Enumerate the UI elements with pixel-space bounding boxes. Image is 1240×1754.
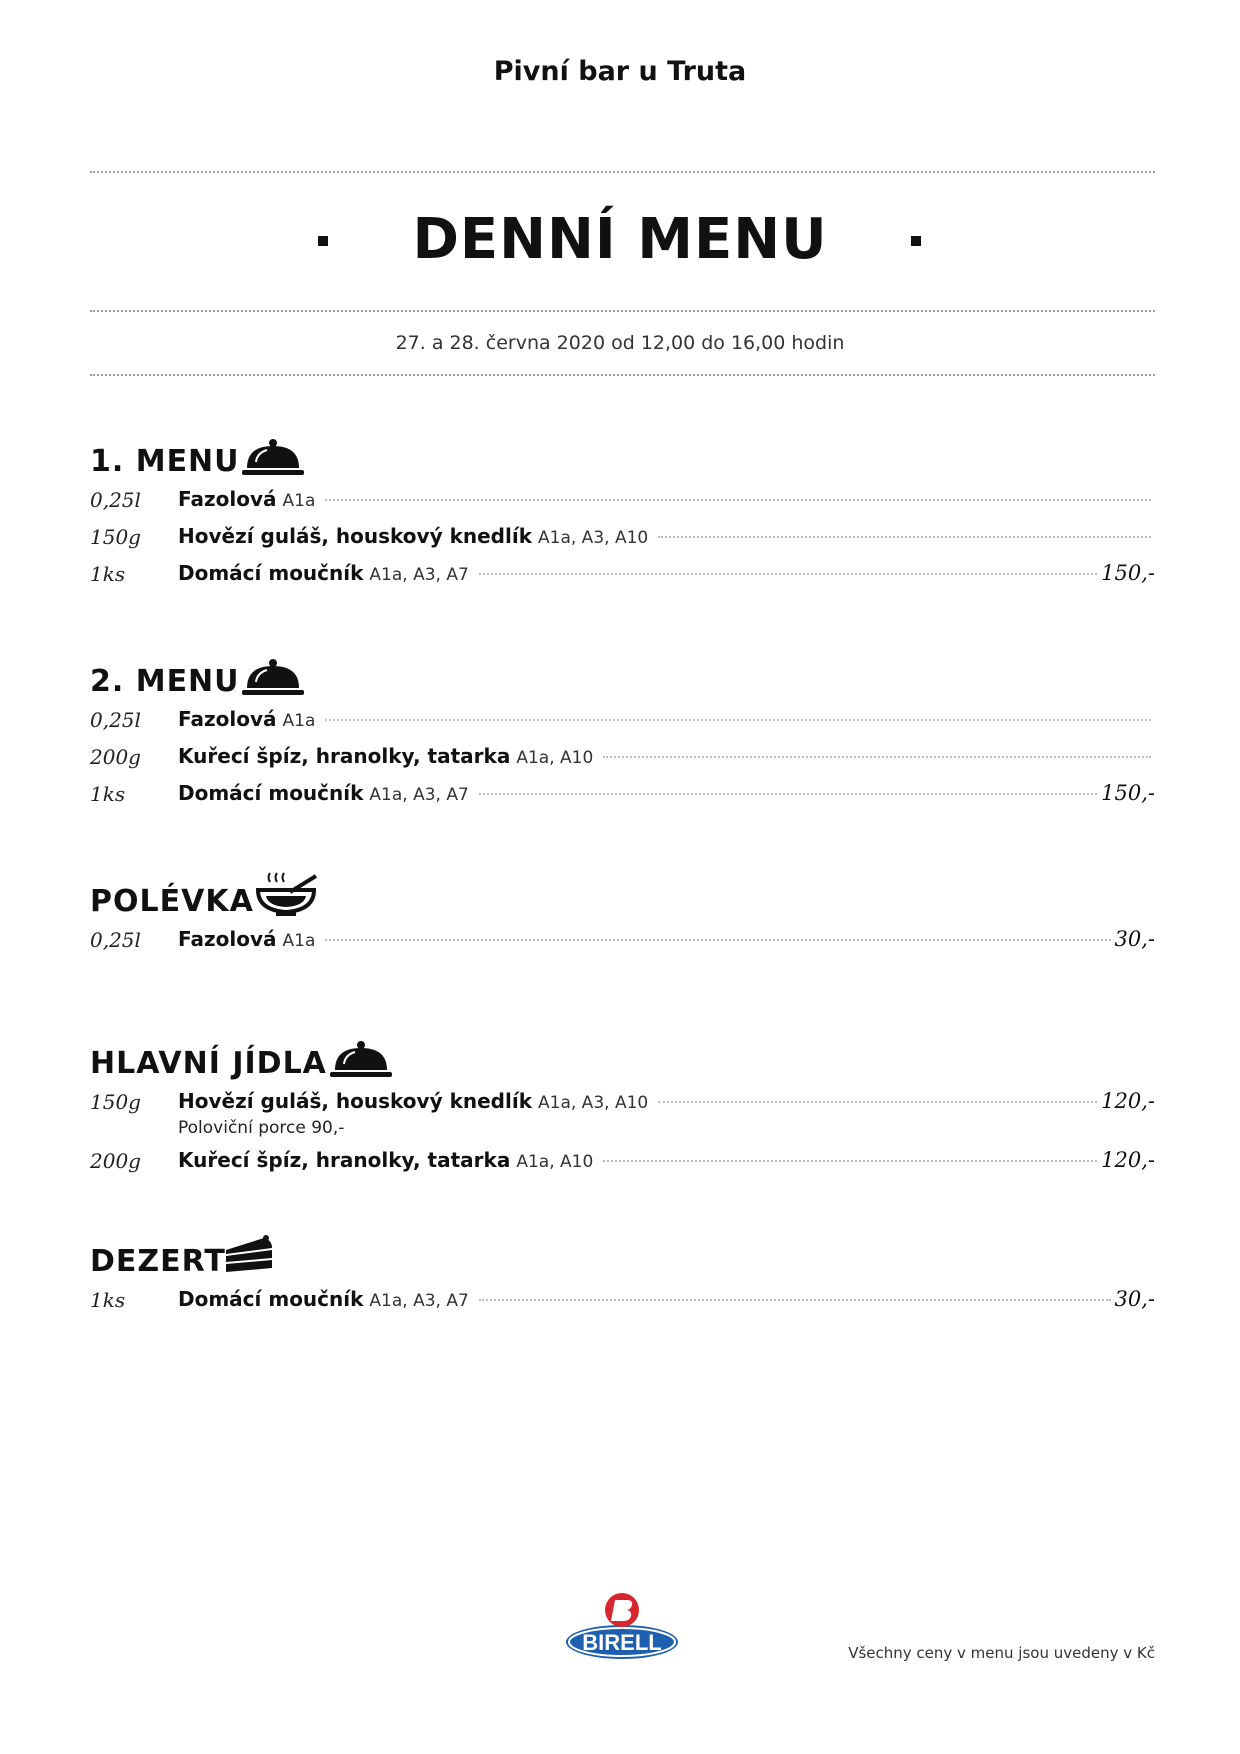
item-allergens: A1a xyxy=(282,491,316,511)
item-line xyxy=(178,741,1155,778)
item-quantity: 1ks xyxy=(90,782,126,806)
dot-leader xyxy=(479,793,1097,795)
item-quantity: 200g xyxy=(90,1149,141,1173)
item-allergens: A1a, A10 xyxy=(516,1152,594,1172)
item-allergens: A1a, A3, A10 xyxy=(538,528,649,548)
item-line xyxy=(178,1284,1155,1321)
section-title: 2. MENU xyxy=(90,664,240,699)
item-allergens: A1a, A3, A7 xyxy=(369,785,469,805)
item-name: Domácí moučník xyxy=(178,781,364,805)
cloche-icon xyxy=(242,658,304,702)
menu-item xyxy=(90,778,1155,815)
item-line xyxy=(178,924,1155,961)
item-line xyxy=(178,704,1155,741)
dot-leader xyxy=(658,536,1151,538)
section-title: DEZERT xyxy=(90,1244,226,1279)
item-price: 150,- xyxy=(1101,561,1155,585)
item-name: Hovězí guláš, houskový knedlík xyxy=(178,1089,533,1113)
item-allergens: A1a, A3, A7 xyxy=(369,1291,469,1311)
section-title: 1. MENU xyxy=(90,444,240,479)
section-header xyxy=(90,1038,1155,1086)
menu-item xyxy=(90,704,1155,741)
item-price: 30,- xyxy=(1114,1287,1155,1311)
section-title: HLAVNÍ JÍDLA xyxy=(90,1046,327,1081)
item-allergens: A1a, A10 xyxy=(516,748,594,768)
menu-date: 27. a 28. června 2020 od 12,00 do 16,00 hodin xyxy=(395,332,845,354)
item-allergens: A1a, A3, A10 xyxy=(538,1093,649,1113)
item-note: Poloviční porce 90,- xyxy=(178,1118,345,1138)
title-row xyxy=(0,205,1240,275)
item-quantity: 0,25l xyxy=(90,708,141,732)
section-header xyxy=(90,876,1155,924)
menu-section xyxy=(90,436,1155,595)
cloche-icon xyxy=(330,1040,392,1084)
dot-leader xyxy=(479,1299,1111,1301)
item-name: Kuřecí špíz, hranolky, tatarka xyxy=(178,1148,511,1172)
item-allergens: A1a, A3, A7 xyxy=(369,565,469,585)
item-line xyxy=(178,778,1155,815)
section-title: POLÉVKA xyxy=(90,884,254,919)
item-allergens: A1a xyxy=(282,711,316,731)
item-price: 120,- xyxy=(1101,1148,1155,1172)
item-quantity: 200g xyxy=(90,745,141,769)
dot-leader xyxy=(603,756,1151,758)
menu-item xyxy=(90,521,1155,558)
menu-item xyxy=(90,1145,1155,1182)
dot-leader xyxy=(479,573,1097,575)
cake-slice-icon xyxy=(224,1234,276,1282)
item-quantity: 0,25l xyxy=(90,928,141,952)
price-note: Všechny ceny v menu jsou uvedeny v Kč xyxy=(848,1644,1155,1662)
item-name: Kuřecí špíz, hranolky, tatarka xyxy=(178,744,511,768)
menu-item xyxy=(90,558,1155,595)
birell-logo xyxy=(565,1590,680,1660)
menu-item xyxy=(90,484,1155,521)
item-line xyxy=(178,521,1155,558)
item-quantity: 1ks xyxy=(90,562,126,586)
soup-bowl-icon xyxy=(256,870,318,922)
dot-leader xyxy=(325,939,1110,941)
item-quantity: 0,25l xyxy=(90,488,141,512)
item-name: Fazolová xyxy=(178,707,277,731)
item-allergens: A1a xyxy=(282,931,316,951)
section-header xyxy=(90,1236,1155,1284)
dot-leader xyxy=(603,1160,1097,1162)
item-line xyxy=(178,558,1155,595)
menu-section xyxy=(90,1038,1155,1182)
dot-leader xyxy=(325,719,1151,721)
item-name: Domácí moučník xyxy=(178,1287,364,1311)
title-bullet-right xyxy=(911,236,921,246)
section-header xyxy=(90,436,1155,484)
menu-section xyxy=(90,876,1155,961)
item-price: 30,- xyxy=(1114,927,1155,951)
item-price: 150,- xyxy=(1101,781,1155,805)
menu-item xyxy=(90,741,1155,778)
item-price: 120,- xyxy=(1101,1089,1155,1113)
section-header xyxy=(90,656,1155,704)
item-line xyxy=(178,1145,1155,1182)
dot-leader xyxy=(658,1101,1097,1103)
menu-section xyxy=(90,656,1155,815)
item-name: Fazolová xyxy=(178,487,277,511)
divider xyxy=(90,374,1155,376)
logo-text: BIRELL xyxy=(582,1630,662,1655)
menu-item xyxy=(90,924,1155,961)
menu-item xyxy=(90,1284,1155,1321)
item-quantity: 1ks xyxy=(90,1288,126,1312)
item-name: Hovězí guláš, houskový knedlík xyxy=(178,524,533,548)
item-quantity: 150g xyxy=(90,525,141,549)
menu-section xyxy=(90,1236,1155,1321)
cloche-icon xyxy=(242,438,304,482)
item-name: Domácí moučník xyxy=(178,561,364,585)
page-title: DENNÍ MENU xyxy=(412,207,828,272)
dot-leader xyxy=(325,499,1151,501)
divider xyxy=(90,310,1155,312)
item-quantity: 150g xyxy=(90,1090,141,1114)
venue-name: Pivní bar u Truta xyxy=(493,56,747,87)
item-line xyxy=(178,484,1155,521)
divider xyxy=(90,171,1155,173)
item-name: Fazolová xyxy=(178,927,277,951)
